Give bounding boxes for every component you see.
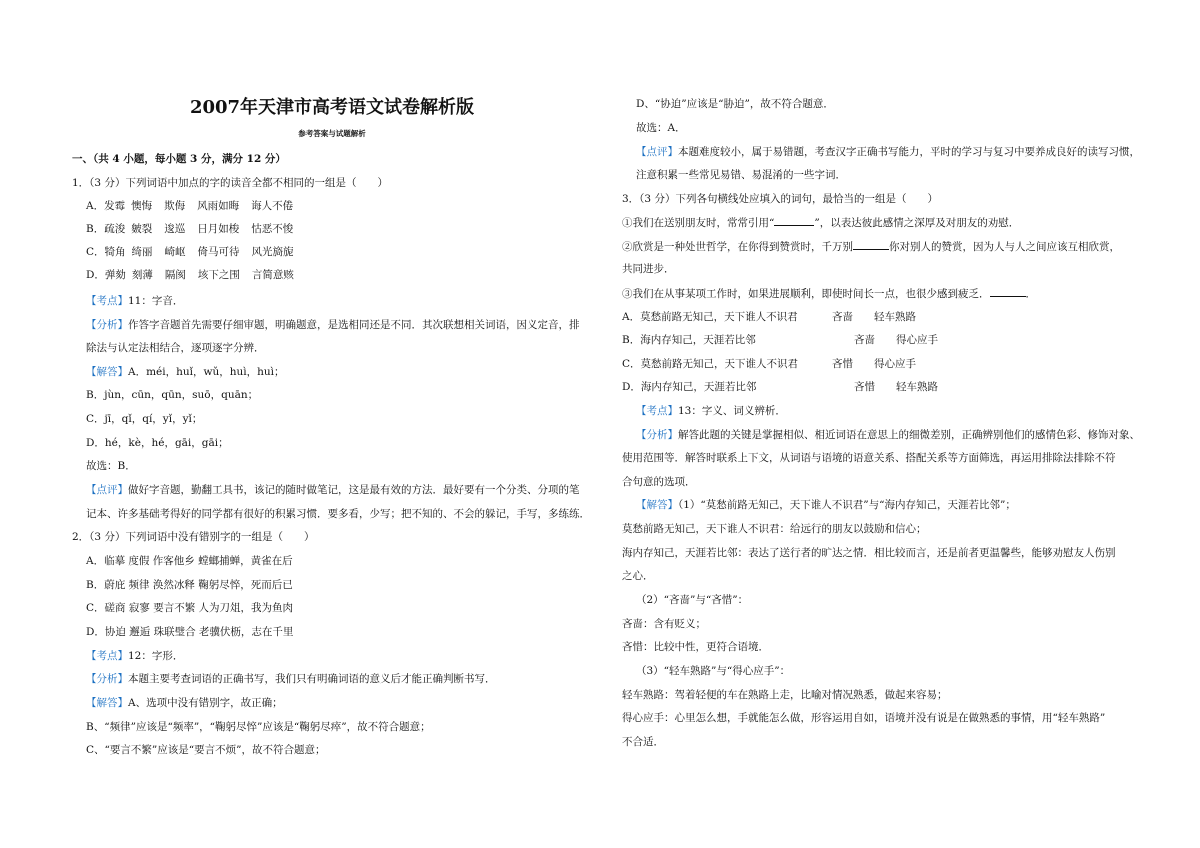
q1-option-c: C．犄角 绮丽 崎岖 倚马可待 风光旖旎: [86, 246, 294, 258]
q3-para-6: 吝惜：比较中性，更符合语境．: [622, 641, 769, 653]
q3-para-2: 海内存知己，天涯若比邻：表达了送行者的旷达之情．相比较而言，还是前者更温馨些，能够劝慰友人伤别: [622, 547, 1116, 559]
q1-option-d: D．弹劾 刻薄 隔阂 垓下之围 言简意赅: [86, 269, 294, 281]
q3-sentence-2: ②欣赏是一种处世哲学，在你得到赞赏时，千万别 你对别人的赞赏，因为人与人之间应该互相欣赏，: [622, 241, 1120, 253]
blank-line: [774, 215, 814, 226]
q1-jieda-d: D．hé，kè，hé，gāi，gāi；: [86, 437, 229, 449]
q1-dianping-cont: 记本、许多基础考得好的同学都有很好的积累习惯．要多看，少写；把不知的、不会的躲记，手写，多练练．: [86, 508, 590, 520]
q3-fenxi: 【分析】解答此题的关键是掌握相似、相近词语在意思上的细微差别，正确辨别他们的感情色彩、修饰对象、: [636, 429, 1140, 441]
q3-para-1: 莫愁前路无知己，天下谁人不识君：给远行的朋友以鼓励和信心；: [622, 523, 927, 535]
document-title: 2007年天津市高考语文试卷解析版: [189, 97, 475, 118]
q1-fenxi: 【分析】作答字音题首先需要仔细审题，明确题意，是选相同还是不同．其次联想相关词语，因义定音，排: [86, 319, 580, 331]
q2-jieda: 【解答】A、选项中没有错别字，故正确；: [86, 697, 283, 709]
q2-answer: 故选：A．: [636, 122, 686, 134]
q3-sentence-1: ①我们在送别朋友时，常常引用“ ”，以表达彼此感情之深厚及对朋友的劝慰．: [622, 217, 1020, 229]
q1-jieda: 【解答】A．méi，huǐ，wǔ，huì，huì；: [86, 366, 285, 378]
q2-option-c: C．磋商 寂寥 要言不繁 人为刀俎，我为鱼肉: [86, 602, 294, 614]
q1-dianping: 【点评】做好字音题，勤翻工具书，该记的随时做笔记，这是最有效的方法．最好要有一个分类、分项的笔: [86, 484, 580, 496]
q3-para-10: 不合适．: [622, 736, 664, 748]
q1-fenxi-cont: 除法与认定法相结合，逐项逐字分辨．: [86, 342, 265, 354]
q3-kaodian: 【考点】13：字义、词义辨析．: [636, 405, 786, 417]
section-heading: 一、（共 4 小题，每小题 3 分，满分 12 分）: [72, 153, 286, 165]
q1-jieda-c: C．jī，qǐ，qí，yǐ，yǐ；: [86, 413, 203, 425]
question-1-stem: 1．（3 分）下列词语中加点的字的读音全都不相同的一组是（ ）: [72, 177, 388, 189]
q3-fenxi-cont-2: 合句意的选项．: [622, 476, 696, 488]
q1-answer: 故选：B．: [86, 460, 136, 472]
q2-dianping: 【点评】本题难度较小，属于易错题，考查汉字正确书写能力，平时的学习与复习中要养成良好的读写习惯，: [636, 146, 1140, 158]
q1-option-b: B．疏浚 皴裂 逡巡 日月如梭 怙恶不悛: [86, 223, 294, 235]
q2-kaodian: 【考点】12：字形．: [86, 650, 184, 662]
q2-jieda-d: D、“协迫”应该是“胁迫”，故不符合题意．: [636, 98, 834, 110]
document-page: 2007年天津市高考语文试卷解析版 参考答案与试题解析 一、（共 4 小题，每小题 3 分，满分 12 分） 1．（3 分）下列词语中加点的字的读音全都不相同的一组是（ ） A．发霉 懊悔 欺侮 风雨如晦 诲人不倦 B．疏浚 皴裂 逡巡 日月如梭 怙恶不悛 C．犄角 绮丽 崎岖 倚马可待 风光旖旎 D．弹劾 刻薄 隔阂 垓下之围 言简意赅 【考点】11：字音． 【分析】作答字音题首先需要仔细审题，明确题意，是选相同还是不同．其次联想相关词语，因义定音，排 除法与认定法相结合，逐项逐字分辨． 【解答】A．méi，huǐ，wǔ，huì，huì； B．jùn，cūn，qūn，suō，quān； C．jī，qǐ，qí，yǐ，yǐ； D．hé，kè，hé，gāi，gāi； 故选：B． 【点评】做好字音题，勤翻工具书，该记的随时做笔记，这是最有效的方法．最好要有一个分类、分项的笔 记本、许多基础考得好的同学都有很好的积累习惯．要多看，少写；把不知的、不会的躲记，手写，多练练． 2．（3 分）下列词语中没有错别字的一组是（ ） A．临摹 度假 作客他乡 螳螂捕蝉，黄雀在后 B．蔚庇 频律 涣然冰释 鞠躬尽悴，死而后已 C．磋商 寂寥 要言不繁 人为刀俎，我为鱼肉 D．协迫 邂逅 珠联璧合 老骥伏枥，志在千里 【考点】12：字形． 【分析】本题主要考查词语的正确书写，我们只有明确词语的意义后才能正确判断书写． 【解答】A、选项中没有错别字，故正确； B、“频律”应该是“频率”，“鞠躬尽悴”应该是“鞠躬尽瘁”，故不符合题意； C、“要言不繁”应该是“要言不烦”，故不符合题意； D、“协迫”应该是“胁迫”，故不符合题意． 故选：A． 【点评】本题难度较小，属于易错题，考查汉字正确书写能力，平时的学习与复习中要养成良好的读写习惯， 注意积累一些常见易错、易混淆的一些字词． 3．（3 分）下列各句横线处应填入的词句，最恰当的一组是（ ） ①我们在送别朋友时，常常引用“ ”，以表达彼此感情之深厚及对朋友的劝慰． ②欣赏是一种处世哲学，在你得到赞赏时，千万别 你对别人的赞赏，因为人与人之间应该互相欣赏， 共同进步． ③我们在从事某项工作时，如果进展顺利，即使时间长一点，也很少感到疲乏． ． A．莫愁前路无知己，天下谁人不识君 吝啬 轻车熟路 B．海内存知己，天涯若比邻 吝啬 得心应手 C．莫愁前路无知己，天下谁人不识君 吝惜 得心应手 D．海内存知己，天涯若比邻 吝惜 轻车熟路 【考点】13：字义、词义辨析． 【分析】解答此题的关键是掌握相似、相近词语在意思上的细微差别，正确辨别他们的感情色彩、修饰对象、 使用范围等．解答时联系上下文，从词语与语境的语意关系、搭配关系等方面筛选，再运用排除法排除不符 合句意的选项． 【解答】（1）“莫愁前路无知己，天下谁人不识君”与“海内存知己，天涯若比邻”； 莫愁前路无知己，天下谁人不识君：给远行的朋友以鼓励和信心； 海内存知己，天涯若比邻：表达了送行者的旷达之情．相比较而言，还是前者更温馨些，能够劝慰友人伤别 之心． （2）“吝啬”与“吝惜”： 吝啬：含有贬义； 吝惜：比较中性，更符合语境． （3）“轻车熟路”与“得心应手”： 轻车熟路：驾着轻便的车在熟路上走，比喻对情况熟悉，做起来容易； 得心应手：心里怎么想，手就能怎么做，形容运用自如，语境并没有说是在做熟悉的事情，用“轻车熟路” 不合适．: [72, 97, 1140, 756]
q2-dianping-cont: 注意积累一些常见易错、易混淆的一些字词．: [636, 169, 846, 181]
q1-jieda-b: B．jùn，cūn，qūn，suō，quān；: [86, 389, 259, 401]
q2-option-d: D．协迫 邂逅 珠联璧合 老骥伏枥，志在千里: [86, 626, 294, 638]
document-subtitle: 参考答案与试题解析: [298, 129, 366, 138]
q3-para-8: 轻车熟路：驾着轻便的车在熟路上走，比喻对情况熟悉，做起来容易；: [622, 689, 948, 701]
q3-para-4: （2）“吝啬”与“吝惜”：: [636, 594, 749, 606]
q3-fenxi-cont-1: 使用范围等．解答时联系上下文，从词语与语境的语意关系、搭配关系等方面筛选，再运用排除法排除不符: [622, 452, 1116, 464]
blank-line: [990, 286, 1026, 297]
blank-line: [853, 239, 889, 250]
q3-para-9: 得心应手：心里怎么想，手就能怎么做，形容运用自如，语境并没有说是在做熟悉的事情，用“轻车熟路”: [622, 712, 1106, 724]
question-3-stem: 3．（3 分）下列各句横线处应填入的词句，最恰当的一组是（ ）: [622, 193, 938, 205]
q3-jieda: 【解答】（1）“莫愁前路无知己，天下谁人不识君”与“海内存知己，天涯若比邻”；: [636, 499, 1016, 511]
q3-sentence-3: ③我们在从事某项工作时，如果进展顺利，即使时间长一点，也很少感到疲乏． ．: [622, 288, 1036, 300]
q2-jieda-b: B、“频律”应该是“频率”，“鞠躬尽悴”应该是“鞠躬尽瘁”，故不符合题意；: [86, 721, 431, 733]
q3-sentence-2-cont: 共同进步．: [622, 263, 675, 275]
question-2-stem: 2．（3 分）下列词语中没有错别字的一组是（ ）: [72, 531, 315, 543]
q2-jieda-c: C、“要言不繁”应该是“要言不烦”，故不符合题意；: [86, 744, 326, 756]
q2-option-b: B．蔚庇 频律 涣然冰释 鞠躬尽悴，死而后已: [86, 579, 293, 591]
q2-fenxi: 【分析】本题主要考查词语的正确书写，我们只有明确词语的意义后才能正确判断书写．: [86, 673, 496, 685]
q3-para-5: 吝啬：含有贬义；: [622, 618, 706, 630]
q2-option-a: A．临摹 度假 作客他乡 螳螂捕蝉，黄雀在后: [86, 555, 293, 567]
q3-para-7: （3）“轻车熟路”与“得心应手”：: [636, 665, 791, 677]
q1-kaodian: 【考点】11：字音．: [86, 295, 184, 307]
q1-option-a: A．发霉 懊悔 欺侮 风雨如晦 诲人不倦: [86, 200, 294, 212]
q3-para-3: 之心．: [622, 570, 654, 582]
